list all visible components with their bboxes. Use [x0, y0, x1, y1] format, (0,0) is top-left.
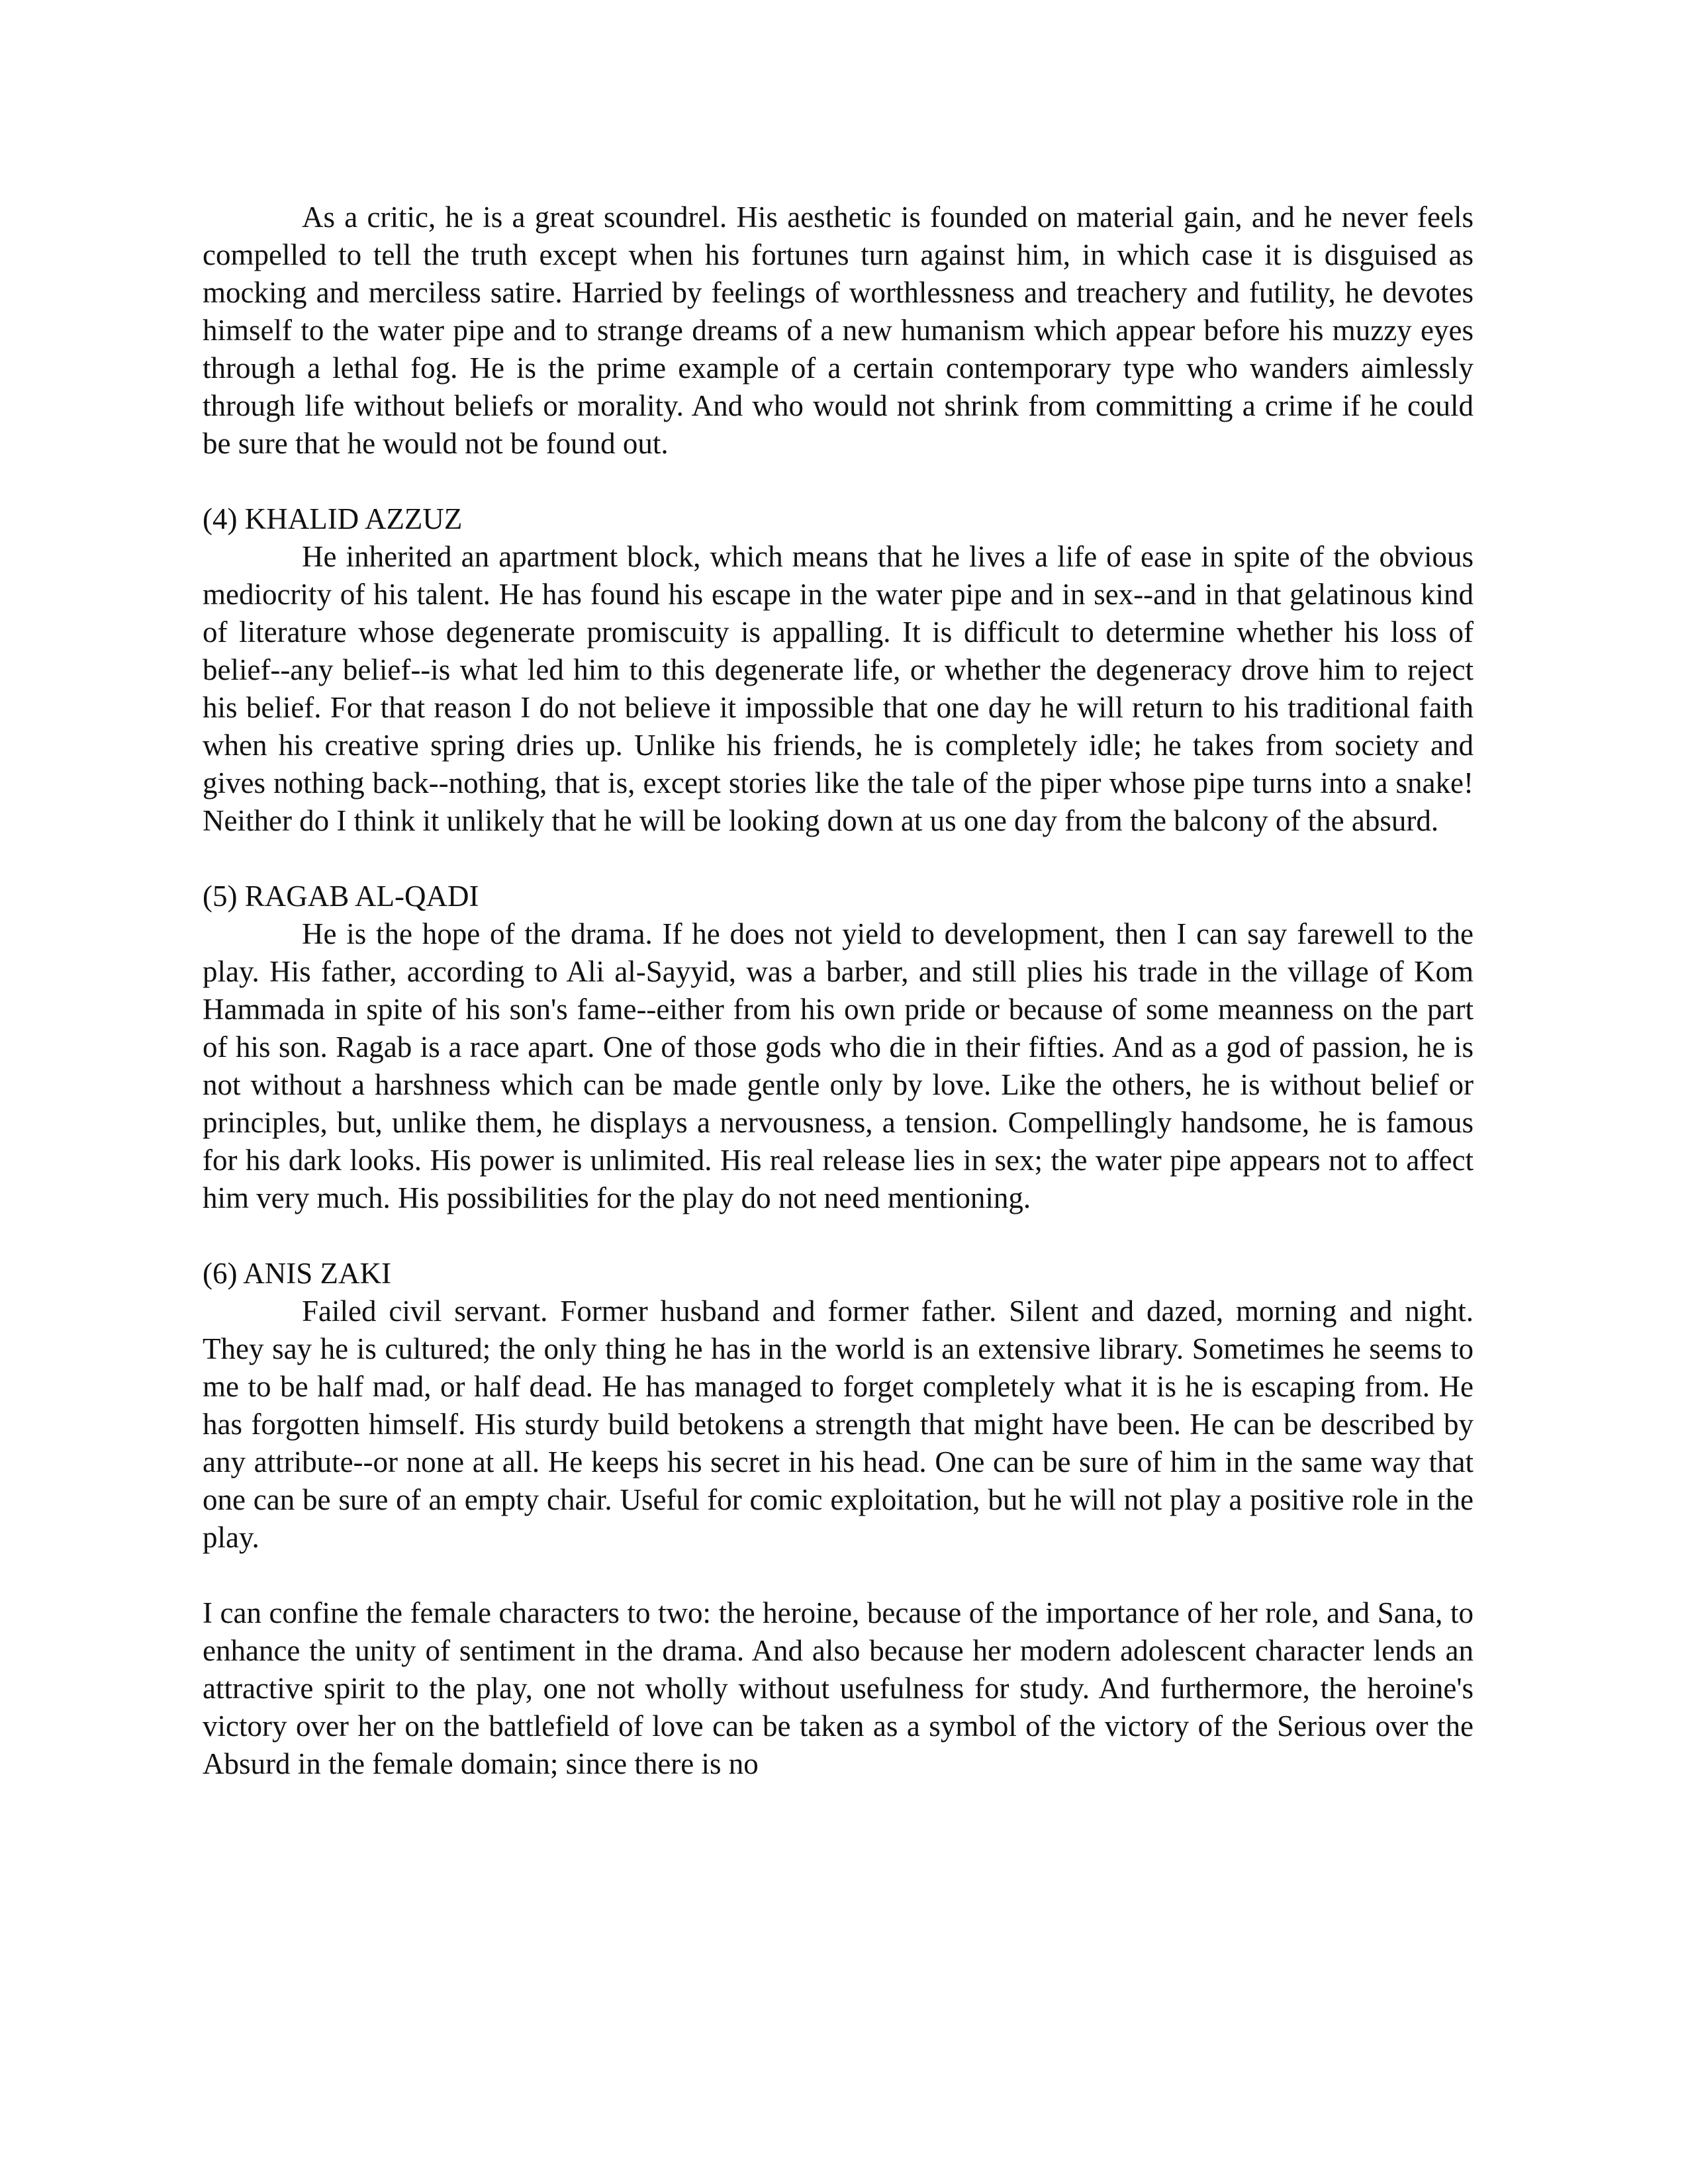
section-anis-zaki — [203, 1255, 1474, 1557]
section-heading: (4) KHALID AZZUZ — [203, 502, 463, 535]
section-paragraph: He inherited an apartment block, which means that he lives a life of ease in spite of the obvious mediocrity of his talent. He has found his escape in the water pipe and in sex--and in that gelatinous kind of literature whose degenerate promiscuity is appalling. It is difficult to determine whether his loss of belief--any belief--is what led him to this degenerate life, or whether the degeneracy drove him to reject his belief. For that reason I do not believe it impossible that one day he will return to his traditional faith when his creative spring dries up. Unlike his friends, he is completely idle; he takes from society and gives nothing back--nothing, that is, except stories like the tale of the piper whose pipe turns into a snake! Neither do I think it unlikely that he will be looking down at us one day from the balcony of the absurd. — [203, 540, 1474, 837]
closing-paragraph: I can confine the female characters to two: the heroine, because of the importance of her role, and Sana, to enhance the unity of sentiment in the drama. And also because her modern adolescent character lends an attractive spirit to the play, one not wholly without usefulness for study. And furthermore, the heroine's victory over her on the battlefield of love can be taken as a symbol of the victory of the Serious over the Absurd in the female domain; since there is no — [203, 1596, 1474, 1780]
section-heading: (5) RAGAB AL-QADI — [203, 880, 479, 913]
page-content — [203, 199, 1474, 1821]
closing-block — [203, 1594, 1474, 1783]
intro-paragraph: As a critic, he is a great scoundrel. His aesthetic is founded on material gain, and he never feels compelled to tell the truth except when his fortunes turn against him, in which case it is disguised as mocking and merciless satire. Harried by feelings of worthlessness and treachery and futility, he devotes himself to the water pipe and to strange dreams of a new humanism which appear before his muzzy eyes through a lethal fog. He is the prime example of a certain contemporary type who wanders aimlessly through life without beliefs or morality. And who would not shrink from committing a crime if he could be sure that he would not be found out. — [203, 201, 1474, 460]
section-ragab-al-qadi — [203, 878, 1474, 1217]
intro-block — [203, 199, 1474, 463]
section-khalid-azzuz — [203, 500, 1474, 840]
section-paragraph: He is the hope of the drama. If he does not yield to development, then I can say farewell to the play. His father, according to Ali al-Sayyid, was a barber, and still plies his trade in the village of Kom Hammada in spite of his son's fame--either from his own pride or because of some meanness on the part of his son. Ragab is a race apart. One of those gods who die in their fifties. And as a god of passion, he is not without a harshness which can be made gentle only by love. Like the others, he is without belief or principles, but, unlike them, he displays a nervousness, a tension. Compellingly handsome, he is famous for his dark looks. His power is unlimited. His real release lies in sex; the water pipe appears not to affect him very much. His possibilities for the play do not need mentioning. — [203, 917, 1474, 1214]
section-heading: (6) ANIS ZAKI — [203, 1257, 391, 1290]
section-paragraph: Failed civil servant. Former husband and former father. Silent and dazed, morning and night. They say he is cultured; the only thing he has in the world is an extensive library. Sometimes he seems to me to be half mad, or half dead. He has managed to forget completely what it is he is escaping from. He has forgotten himself. His sturdy build betokens a strength that might have been. He can be described by any attribute--or none at all. He keeps his secret in his head. One can be sure of him in the same way that one can be sure of an empty chair. Useful for comic exploitation, but he will not play a positive role in the play. — [203, 1295, 1474, 1554]
